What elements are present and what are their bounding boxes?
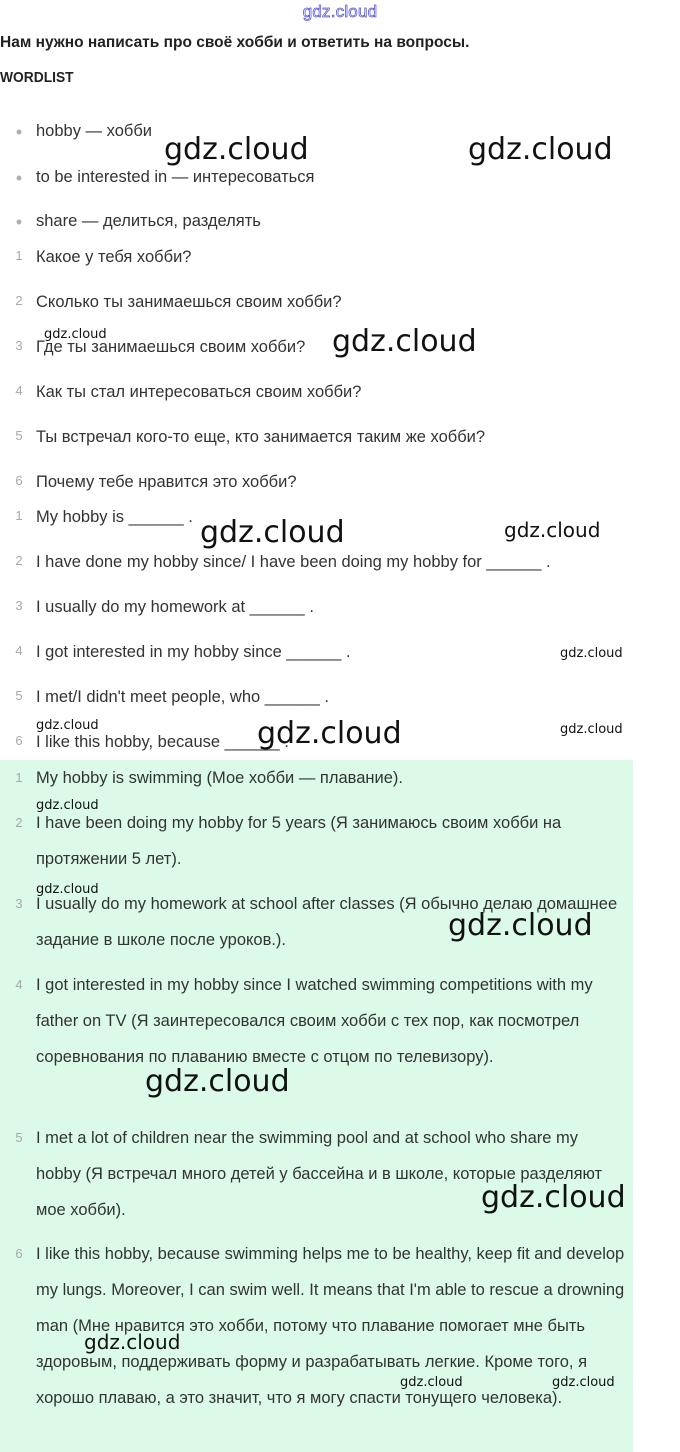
answer-number: 6 bbox=[15, 1246, 23, 1261]
question-number: 1 bbox=[15, 248, 23, 263]
top-watermark: gdz.cloud bbox=[302, 2, 378, 21]
template-text: My hobby is ______ . bbox=[36, 508, 193, 526]
template-number: 3 bbox=[15, 598, 23, 613]
question-text: Как ты стал интересоваться своим хобби? bbox=[36, 383, 362, 401]
watermark: gdz.cloud bbox=[164, 132, 309, 167]
question-number: 5 bbox=[15, 428, 23, 443]
watermark: gdz.cloud bbox=[36, 882, 99, 897]
bullet-icon: • bbox=[15, 122, 23, 142]
template-number: 5 bbox=[15, 688, 23, 703]
template-text: I met/I didn't meet people, who ______ . bbox=[36, 688, 330, 706]
answer-number: 3 bbox=[15, 896, 23, 911]
bullet-icon: • bbox=[15, 168, 23, 188]
question-number: 4 bbox=[15, 383, 23, 398]
question-text: Ты встречал кого-то еще, кто занимается таким же хобби? bbox=[36, 428, 486, 446]
watermark: gdz.cloud bbox=[257, 716, 402, 751]
watermark: gdz.cloud bbox=[504, 518, 601, 542]
watermark: gdz.cloud bbox=[560, 646, 623, 661]
answer-number: 2 bbox=[15, 815, 23, 830]
bullet-icon: • bbox=[15, 212, 23, 232]
watermark: gdz.cloud bbox=[36, 798, 99, 813]
watermark: gdz.cloud bbox=[552, 1375, 615, 1390]
wordlist-item-text: hobby — хобби bbox=[36, 122, 152, 140]
template-text: I have done my hobby since/ I have been doing my hobby for ______ . bbox=[36, 553, 551, 571]
question-text: Какое у тебя хобби? bbox=[36, 248, 192, 266]
template-number: 2 bbox=[15, 553, 23, 568]
template-number: 4 bbox=[15, 643, 23, 658]
watermark: gdz.cloud bbox=[468, 132, 613, 167]
answer-number: 1 bbox=[15, 770, 23, 785]
template-text: I like this hobby, because ______ . bbox=[36, 733, 289, 751]
template-number: 6 bbox=[15, 733, 23, 748]
template-number: 1 bbox=[15, 508, 23, 523]
task-intro: Нам нужно написать про своё хобби и ответить на вопросы. bbox=[0, 34, 470, 51]
answer-text: I got interested in my hobby since I watched swimming competitions with my father on TV (Я заинтересовался своим хобби с тех пор, как посмотрел соревнования по плаванию вместе с отцом по телевизору). bbox=[36, 976, 593, 1066]
answer-number: 4 bbox=[15, 977, 23, 992]
answer-text: I met a lot of children near the swimming pool and at school who share my hobby (Я встречал много детей у бассейна и в школе, которые разделяют мое хобби). bbox=[36, 1129, 603, 1219]
watermark: gdz.cloud bbox=[44, 327, 107, 342]
template-text: I usually do my homework at ______ . bbox=[36, 598, 314, 616]
wordlist-item-text: to be interested in — интересоваться bbox=[36, 168, 315, 186]
wordlist-item-text: share — делиться, разделять bbox=[36, 212, 261, 230]
answer-text: I have been doing my hobby for 5 years (Я занимаюсь своим хобби на протяжении 5 лет). bbox=[36, 814, 562, 868]
question-text: Где ты занимаешься своим хобби? bbox=[36, 338, 306, 356]
answer-text: My hobby is swimming (Мое хобби — плавание). bbox=[36, 769, 404, 787]
watermark: gdz.cloud bbox=[36, 718, 99, 733]
answer-number: 5 bbox=[15, 1130, 23, 1145]
watermark: gdz.cloud bbox=[145, 1064, 290, 1099]
question-text: Почему тебе нравится это хобби? bbox=[36, 473, 297, 491]
watermark: gdz.cloud bbox=[84, 1330, 181, 1354]
watermark: gdz.cloud bbox=[481, 1180, 626, 1215]
watermark: gdz.cloud bbox=[200, 515, 345, 550]
watermark: gdz.cloud bbox=[560, 722, 623, 737]
question-number: 3 bbox=[15, 338, 23, 353]
template-text: I got interested in my hobby since ______ . bbox=[36, 643, 351, 661]
wordlist-heading: WORDLIST bbox=[0, 69, 74, 86]
question-text: Сколько ты занимаешься своим хобби? bbox=[36, 293, 342, 311]
answer-text: I usually do my homework at school after classes (Я обычно делаю домашнее задание в школе после уроков.). bbox=[36, 895, 618, 949]
question-number: 6 bbox=[15, 473, 23, 488]
question-number: 2 bbox=[15, 293, 23, 308]
watermark: gdz.cloud bbox=[400, 1375, 463, 1390]
answer-text: I like this hobby, because swimming helps me to be healthy, keep fit and develop my lungs. Moreover, I can swim well. It means that I'm able to rescue a drowning man (Мне нравится это хобби, потому что плавание помогает мне быть здоровым, поддерживать форму и разрабатывать легкие. Кроме того, я хорошо плаваю, а это значит, что я могу спасти тонущего человека). bbox=[36, 1245, 625, 1407]
watermark: gdz.cloud bbox=[448, 908, 593, 943]
watermark: gdz.cloud bbox=[332, 324, 477, 359]
